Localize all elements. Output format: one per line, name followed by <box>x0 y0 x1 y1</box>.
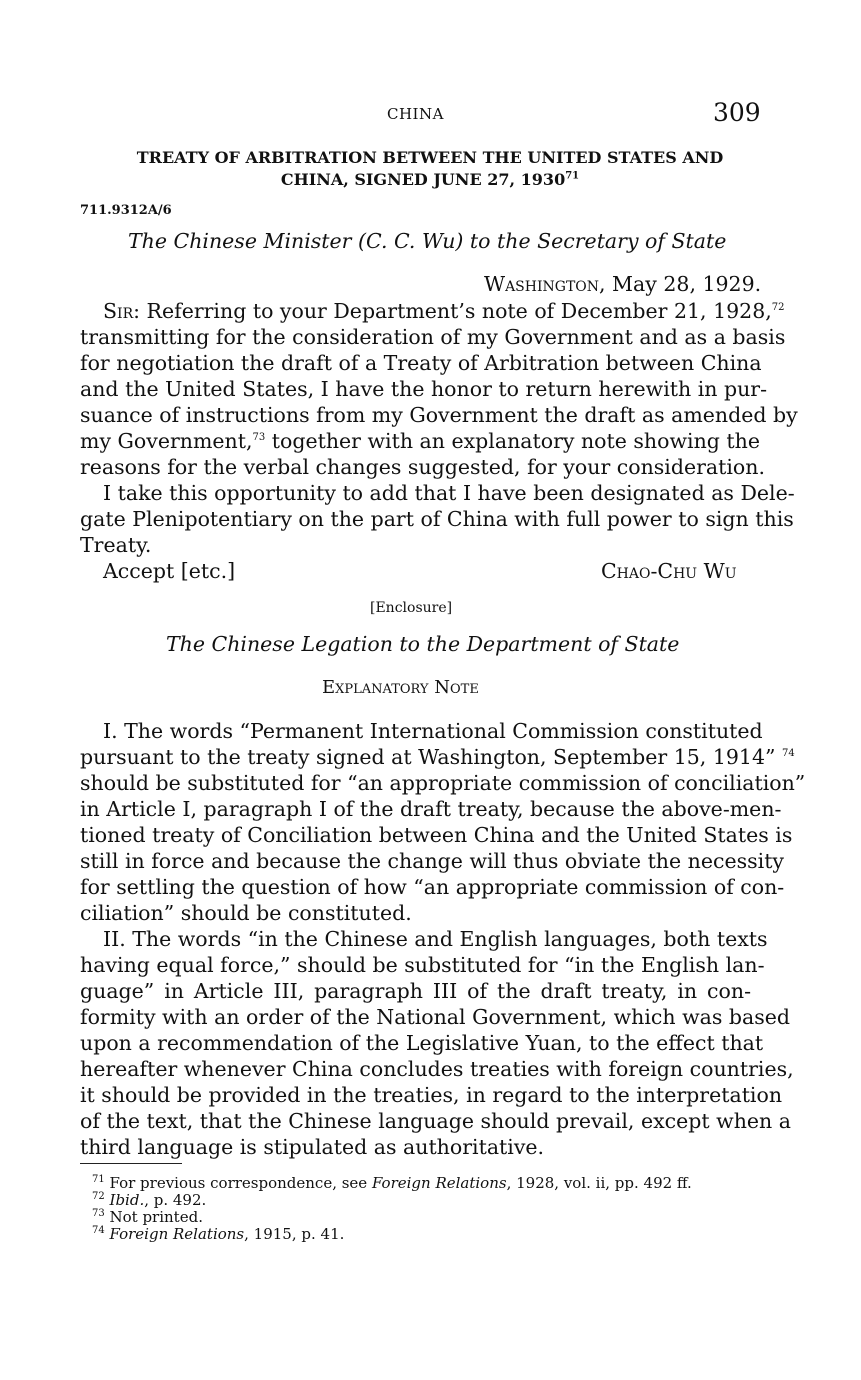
document-title-line-2: CHINA, SIGNED JUNE 27, 1930$^{71}$ <box>280 170 580 189</box>
page-number: 309 <box>713 98 761 127</box>
note-p1-line-6: still in force and because the change will thus obviate the necessity <box>80 849 785 873</box>
footnote-rule <box>80 1163 182 1164</box>
note-p1-line-4: in Article I, paragraph I of the draft treaty, because the above-men- <box>80 797 782 821</box>
letter-line-4: and the United States, I have the honor to return herewith in pur- <box>80 377 768 401</box>
file-number: 711.9312A/6 <box>80 203 172 218</box>
enclosure-heading: The Chinese Legation to the Department of State <box>166 632 680 656</box>
note-p2-line-8: of the text, that the Chinese language should prevail, except when a <box>80 1109 791 1133</box>
dateline: Washington, May 28, 1929. <box>484 272 762 296</box>
footnote-ref-71: 71 <box>565 170 580 182</box>
letter-p2-line-3: Treaty. <box>80 533 152 557</box>
letter-line-6: my Government,$^{73}$ together with an explanatory note showing the <box>80 429 760 453</box>
note-p2-line-3: guage” in Article III, paragraph III of the draft treaty, in con- <box>80 979 751 1003</box>
letter-line-5: suance of instructions from my Government the draft as amended by <box>80 403 798 427</box>
letter-line-7: reasons for the verbal changes suggested, for your consideration. <box>80 455 765 479</box>
letter-line-2: transmitting for the consideration of my Government and as a basis <box>80 325 786 349</box>
note-p2-line-5: upon a recommendation of the Legislative Yuan, to the effect that <box>80 1031 764 1055</box>
letter-heading: The Chinese Minister (C. C. Wu) to the Secretary of State <box>128 229 727 253</box>
document-title-line-1: TREATY OF ARBITRATION BETWEEN THE UNITED STATES AND <box>136 148 724 167</box>
letter-p2-line-2: gate Plenipotentiary on the part of China with full power to sign this <box>80 507 794 531</box>
note-p1-line-2: pursuant to the treaty signed at Washington, September 15, 1914” $^{74}$ <box>80 745 795 769</box>
note-p1-line-5: tioned treaty of Conciliation between China and the United States is <box>80 823 793 847</box>
note-p2-line-2: having equal force,” should be substituted for “in the English lan- <box>80 953 765 977</box>
footnote-72: $^{72}$ Ibid., p. 492. <box>92 1191 207 1209</box>
letter-p2-line-1: I take this opportunity to add that I have been designated as Dele- <box>103 481 795 505</box>
footnote-71: $^{71}$ For previous correspondence, see Foreign Relations, 1928, vol. ii, pp. 492 ff. <box>92 1174 692 1192</box>
note-p2-line-4: formity with an order of the National Government, which was based <box>80 1005 791 1029</box>
explanatory-note-title: Explanatory Note <box>322 677 479 698</box>
footnote-74: $^{74}$ Foreign Relations, 1915, p. 41. <box>92 1225 345 1243</box>
footnote-73: $^{73}$ Not printed. <box>92 1208 203 1226</box>
enclosure-label: [Enclosure] <box>370 600 453 616</box>
letter-closing: Accept [etc.] <box>103 559 236 583</box>
running-title: CHINA <box>387 105 444 123</box>
note-p1-line-1: I. The words “Permanent International Commission constituted <box>103 719 763 743</box>
note-p1-line-7: for settling the question of how “an appropriate commission of con- <box>80 875 785 899</box>
letter-line-3: for negotiation the draft of a Treaty of Arbitration between China <box>80 351 762 375</box>
note-p2-line-7: it should be provided in the treaties, in regard to the interpretation <box>80 1083 783 1107</box>
note-p2-line-6: hereafter whenever China concludes treaties with foreign countries, <box>80 1057 794 1081</box>
letter-line-1: Sir: Referring to your Department’s note of December 21, 1928,72 <box>103 299 785 323</box>
note-p2-line-9: third language is stipulated as authoritative. <box>80 1135 545 1159</box>
note-p2-line-1: II. The words “in the Chinese and English languages, both texts <box>103 927 768 951</box>
note-p1-line-3: should be substituted for “an appropriate commission of conciliation” <box>80 771 806 795</box>
note-p1-line-8: ciliation” should be constituted. <box>80 901 412 925</box>
letter-signature: Chao-Chu Wu <box>601 559 737 583</box>
